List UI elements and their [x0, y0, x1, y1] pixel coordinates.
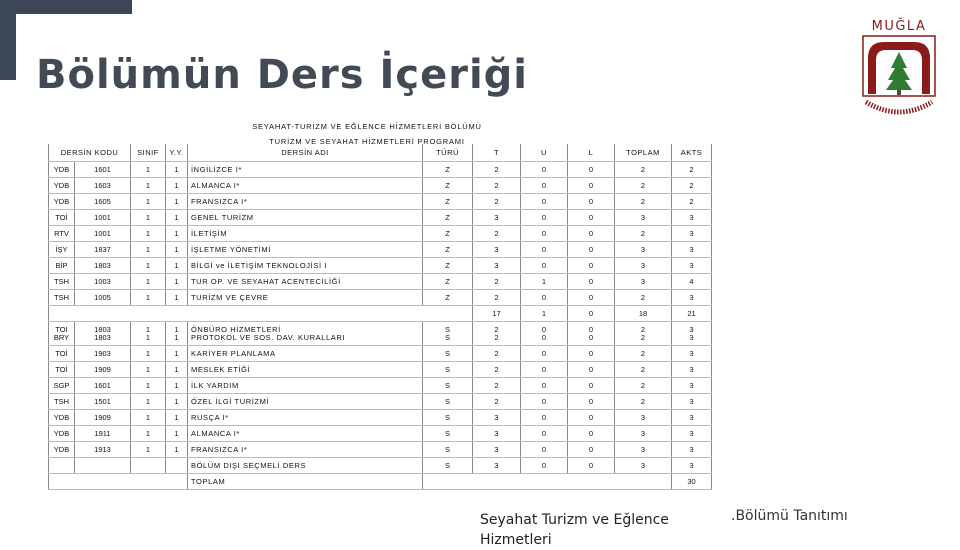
cell-akts: 2 — [672, 162, 712, 178]
cell-akts: 2 — [672, 178, 712, 194]
cell-course-name: ÖZEL İLGİ TURİZMİ — [188, 394, 423, 410]
cell-akts: 3 — [672, 442, 712, 458]
cell-year: 1 — [131, 242, 166, 258]
cell-l: 0 — [568, 458, 615, 474]
cell-type: S — [423, 394, 473, 410]
cell-semester: 1 — [166, 194, 188, 210]
cell-course-name: ALMANCA I* — [188, 426, 423, 442]
cell-total: 3 — [615, 410, 672, 426]
cell-t: 2 2 — [473, 322, 521, 346]
column-header: DERSİN KODU — [49, 144, 131, 162]
cell-year: 1 1 — [131, 322, 166, 346]
cell-prefix: YDB — [49, 194, 75, 210]
cell-code: 1803 1803 — [75, 322, 131, 346]
footer-department-name: Seyahat Turizm ve Eğlence Hizmetleri — [480, 512, 669, 548]
column-header: L — [568, 144, 615, 162]
cell-semester: 1 — [166, 226, 188, 242]
cell-prefix: TOİ — [49, 210, 75, 226]
cell-u: 0 — [521, 426, 568, 442]
cell-prefix: YDB — [49, 442, 75, 458]
cell-semester: 1 — [166, 274, 188, 290]
cell-l: 0 — [568, 226, 615, 242]
cell-semester: 1 — [166, 242, 188, 258]
cell-year: 1 — [131, 362, 166, 378]
table-row — [49, 274, 712, 290]
cell-total: 3 — [615, 258, 672, 274]
cell-year: 1 — [131, 442, 166, 458]
cell-t: 2 — [473, 194, 521, 210]
total-spacer — [49, 474, 188, 490]
column-header: DERSİN ADI — [188, 144, 423, 162]
cell-course-name: ALMANCA I* — [188, 178, 423, 194]
cell-total: 3 — [615, 242, 672, 258]
table-row — [49, 210, 712, 226]
table-row — [49, 162, 712, 178]
cell-code: 1837 — [75, 242, 131, 258]
cell-semester — [166, 458, 188, 474]
table-row — [49, 458, 712, 474]
cell-course-name: BÖLÜM DIŞI SEÇMELİ DERS — [188, 458, 423, 474]
cell-semester: 1 — [166, 410, 188, 426]
cell-u: 0 — [521, 258, 568, 274]
column-header: TOPLAM — [615, 144, 672, 162]
cell-l: 0 0 — [568, 322, 615, 346]
column-header: Y.Y. — [166, 144, 188, 162]
cell-total: 3 — [615, 426, 672, 442]
cell-akts: 3 — [672, 346, 712, 362]
cell-year: 1 — [131, 274, 166, 290]
cell-u: 0 — [521, 442, 568, 458]
cell-year: 1 — [131, 290, 166, 306]
cell-type: Z — [423, 226, 473, 242]
cell-semester: 1 — [166, 210, 188, 226]
cell-total: 2 — [615, 162, 672, 178]
cell-t: 2 — [473, 362, 521, 378]
cell-akts: 3 — [672, 426, 712, 442]
cell-t: 2 — [473, 274, 521, 290]
cell-t: 2 — [473, 346, 521, 362]
cell-prefix: YDB — [49, 178, 75, 194]
cell-year: 1 — [131, 194, 166, 210]
cell-l: 0 — [568, 426, 615, 442]
total-label: TOPLAM — [188, 474, 423, 490]
column-header: SINIF — [131, 144, 166, 162]
cell-total: 3 — [615, 274, 672, 290]
slide-title: Bölümün Ders İçeriği — [36, 52, 529, 98]
cell-type: Z — [423, 178, 473, 194]
cell-course-name: TUR OP. VE SEYAHAT ACENTECİLİĞİ — [188, 274, 423, 290]
cell-type: Z — [423, 242, 473, 258]
table-row — [49, 426, 712, 442]
cell-prefix: TSH — [49, 394, 75, 410]
cell-t: 2 — [473, 378, 521, 394]
cell-u: 0 — [521, 378, 568, 394]
cell-l: 0 — [568, 210, 615, 226]
cell-type: S — [423, 362, 473, 378]
cell-total: 2 — [615, 378, 672, 394]
column-header: T — [473, 144, 521, 162]
cell-u: 0 — [521, 194, 568, 210]
cell-semester: 1 — [166, 362, 188, 378]
table-row — [49, 178, 712, 194]
cell-u: 0 — [521, 226, 568, 242]
cell-course-name: İŞLETME YÖNETİMİ — [188, 242, 423, 258]
cell-t: 2 — [473, 290, 521, 306]
cell-type: Z — [423, 258, 473, 274]
cell-total: 2 — [615, 290, 672, 306]
cell-semester: 1 — [166, 394, 188, 410]
cell-course-name: BİLGİ ve İLETİŞİM TEKNOLOJİSİ I — [188, 258, 423, 274]
cell-prefix: YDB — [49, 426, 75, 442]
cell-semester: 1 — [166, 162, 188, 178]
cell-l: 0 — [568, 162, 615, 178]
cell-u: 1 — [521, 274, 568, 290]
cell-total: 3 — [615, 458, 672, 474]
subtotal-row — [49, 306, 712, 322]
cell-type: Z — [423, 194, 473, 210]
cell-prefix: TOİ — [49, 362, 75, 378]
cell-code: 1601 — [75, 378, 131, 394]
cell-u: 0 0 — [521, 322, 568, 346]
cell-course-name: FRANSIZCA I* — [188, 442, 423, 458]
cell-type: S — [423, 426, 473, 442]
table-row — [49, 394, 712, 410]
subtotal-l: 0 — [568, 306, 615, 322]
cell-course-name: GENEL TURİZM — [188, 210, 423, 226]
cell-prefix: TOI BRY — [49, 322, 75, 346]
cell-year: 1 — [131, 226, 166, 242]
cell-u: 0 — [521, 178, 568, 194]
logo-tree-icon — [886, 52, 912, 90]
cell-year: 1 — [131, 394, 166, 410]
cell-t: 3 — [473, 258, 521, 274]
cell-t: 2 — [473, 394, 521, 410]
cell-semester: 1 — [166, 378, 188, 394]
cell-year: 1 — [131, 258, 166, 274]
cell-prefix: TSH — [49, 290, 75, 306]
table-row — [49, 442, 712, 458]
cell-akts: 3 — [672, 394, 712, 410]
cell-course-name: TURİZM VE ÇEVRE — [188, 290, 423, 306]
cell-t: 3 — [473, 410, 521, 426]
cell-u: 0 — [521, 394, 568, 410]
logo-text: MUĞLA — [871, 19, 927, 34]
subtotal-u: 1 — [521, 306, 568, 322]
cell-total: 2 — [615, 394, 672, 410]
table-row — [49, 346, 712, 362]
cell-course-name: İLK YARDIM — [188, 378, 423, 394]
cell-code: 1913 — [75, 442, 131, 458]
cell-code: 1001 — [75, 210, 131, 226]
cell-prefix: TSH — [49, 274, 75, 290]
cell-code: 1003 — [75, 274, 131, 290]
cell-u: 0 — [521, 242, 568, 258]
cell-akts: 3 — [672, 226, 712, 242]
cell-code: 1909 — [75, 362, 131, 378]
table-row — [49, 258, 712, 274]
cell-prefix: İŞY — [49, 242, 75, 258]
cell-l: 0 — [568, 346, 615, 362]
cell-prefix: SGP — [49, 378, 75, 394]
cell-l: 0 — [568, 194, 615, 210]
cell-type: S — [423, 442, 473, 458]
cell-code: 1005 — [75, 290, 131, 306]
cell-semester: 1 — [166, 178, 188, 194]
cell-u: 0 — [521, 290, 568, 306]
cell-akts: 3 — [672, 210, 712, 226]
cell-type: Z — [423, 162, 473, 178]
cell-prefix: RTV — [49, 226, 75, 242]
table-row — [49, 362, 712, 378]
course-table — [48, 144, 712, 490]
cell-l: 0 — [568, 178, 615, 194]
cell-l: 0 — [568, 290, 615, 306]
cell-code: 1803 — [75, 258, 131, 274]
cell-semester: 1 — [166, 346, 188, 362]
cell-semester: 1 — [166, 442, 188, 458]
cell-akts: 3 — [672, 362, 712, 378]
cell-course-name: İNGİLİZCE I* — [188, 162, 423, 178]
cell-code: 1501 — [75, 394, 131, 410]
cell-year: 1 — [131, 346, 166, 362]
cell-t: 3 — [473, 242, 521, 258]
cell-year: 1 — [131, 426, 166, 442]
logo-ribbon-icon — [866, 102, 932, 112]
cell-t: 2 — [473, 226, 521, 242]
total-row — [49, 474, 712, 490]
cell-type: S — [423, 410, 473, 426]
total-akts: 30 — [672, 474, 712, 490]
cell-type: S S — [423, 322, 473, 346]
cell-u: 0 — [521, 362, 568, 378]
cell-code — [75, 458, 131, 474]
elective-block-row — [49, 322, 712, 346]
cell-akts: 3 — [672, 410, 712, 426]
cell-t: 3 — [473, 442, 521, 458]
cell-year: 1 — [131, 378, 166, 394]
cell-code: 1603 — [75, 178, 131, 194]
cell-course-name: İLETİŞİM — [188, 226, 423, 242]
column-header: TÜRÜ — [423, 144, 473, 162]
cell-total: 2 — [615, 194, 672, 210]
cell-total: 2 — [615, 226, 672, 242]
cell-u: 0 — [521, 162, 568, 178]
cell-course-name: ÖNBÜRO HİZMETLERİ PROTOKOL VE SOS. DAV. KURALLARI — [188, 322, 423, 346]
cell-l: 0 — [568, 362, 615, 378]
cell-course-name: RUSÇA I* — [188, 410, 423, 426]
cell-total: 2 2 — [615, 322, 672, 346]
subtotal-spacer — [49, 306, 473, 322]
table-row — [49, 242, 712, 258]
cell-semester: 1 1 — [166, 322, 188, 346]
logo-trunk-icon — [897, 90, 901, 95]
cell-t: 2 — [473, 178, 521, 194]
table-row — [49, 290, 712, 306]
cell-total: 2 — [615, 362, 672, 378]
cell-type: S — [423, 346, 473, 362]
program-header: TURİZM VE SEYAHAT HİZMETLERİ PROGRAMI — [269, 137, 465, 146]
cell-l: 0 — [568, 410, 615, 426]
cell-l: 0 — [568, 442, 615, 458]
cell-u: 0 — [521, 210, 568, 226]
cell-code: 1601 — [75, 162, 131, 178]
cell-year: 1 — [131, 410, 166, 426]
column-header: AKTS — [672, 144, 712, 162]
cell-type: Z — [423, 274, 473, 290]
cell-total: 2 — [615, 178, 672, 194]
cell-l: 0 — [568, 258, 615, 274]
cell-year: 1 — [131, 178, 166, 194]
cell-l: 0 — [568, 242, 615, 258]
table-row — [49, 410, 712, 426]
cell-l: 0 — [568, 378, 615, 394]
cell-code: 1903 — [75, 346, 131, 362]
cell-akts: 3 — [672, 378, 712, 394]
cell-code: 1909 — [75, 410, 131, 426]
subtotal-total: 18 — [615, 306, 672, 322]
cell-semester: 1 — [166, 426, 188, 442]
cell-total: 2 — [615, 346, 672, 362]
cell-course-name: MESLEK ETİĞİ — [188, 362, 423, 378]
cell-akts: 4 — [672, 274, 712, 290]
cell-code: 1605 — [75, 194, 131, 210]
department-header: SEYAHAT-TURİZM VE EĞLENCE HİZMETLERİ BÖLÜMÜ — [252, 122, 482, 131]
cell-akts: 2 — [672, 194, 712, 210]
cell-prefix: YDB — [49, 410, 75, 426]
cell-t: 2 — [473, 162, 521, 178]
cell-l: 0 — [568, 274, 615, 290]
cell-course-name: FRANSIZCA I* — [188, 194, 423, 210]
cell-type: S — [423, 378, 473, 394]
cell-year: 1 — [131, 162, 166, 178]
cell-u: 0 — [521, 410, 568, 426]
table-row — [49, 378, 712, 394]
cell-total: 3 — [615, 442, 672, 458]
subtotal-akts: 21 — [672, 306, 712, 322]
corner-accent-horizontal — [0, 0, 132, 14]
cell-prefix: BİP — [49, 258, 75, 274]
cell-akts: 3 — [672, 290, 712, 306]
cell-t: 3 — [473, 210, 521, 226]
cell-t: 3 — [473, 426, 521, 442]
cell-akts: 3 — [672, 458, 712, 474]
cell-l: 0 — [568, 394, 615, 410]
cell-akts: 3 — [672, 242, 712, 258]
university-logo — [858, 14, 940, 124]
cell-semester: 1 — [166, 290, 188, 306]
cell-prefix: TOİ — [49, 346, 75, 362]
cell-akts: 3 — [672, 258, 712, 274]
cell-total: 3 — [615, 210, 672, 226]
cell-type: Z — [423, 290, 473, 306]
table-header-row — [49, 144, 712, 162]
subtotal-t: 17 — [473, 306, 521, 322]
cell-prefix: YDB — [49, 162, 75, 178]
table-row — [49, 226, 712, 242]
cell-u: 0 — [521, 458, 568, 474]
cell-year — [131, 458, 166, 474]
column-header: U — [521, 144, 568, 162]
cell-prefix — [49, 458, 75, 474]
cell-course-name: KARİYER PLANLAMA — [188, 346, 423, 362]
cell-semester: 1 — [166, 258, 188, 274]
cell-code: 1911 — [75, 426, 131, 442]
cell-type: Z — [423, 210, 473, 226]
total-spacer — [423, 474, 672, 490]
cell-t: 3 — [473, 458, 521, 474]
cell-year: 1 — [131, 210, 166, 226]
table-row — [49, 194, 712, 210]
footer-presentation-label: .Bölümü Tanıtımı — [731, 508, 848, 524]
cell-u: 0 — [521, 346, 568, 362]
cell-code: 1001 — [75, 226, 131, 242]
cell-akts: 3 3 — [672, 322, 712, 346]
cell-type: S — [423, 458, 473, 474]
